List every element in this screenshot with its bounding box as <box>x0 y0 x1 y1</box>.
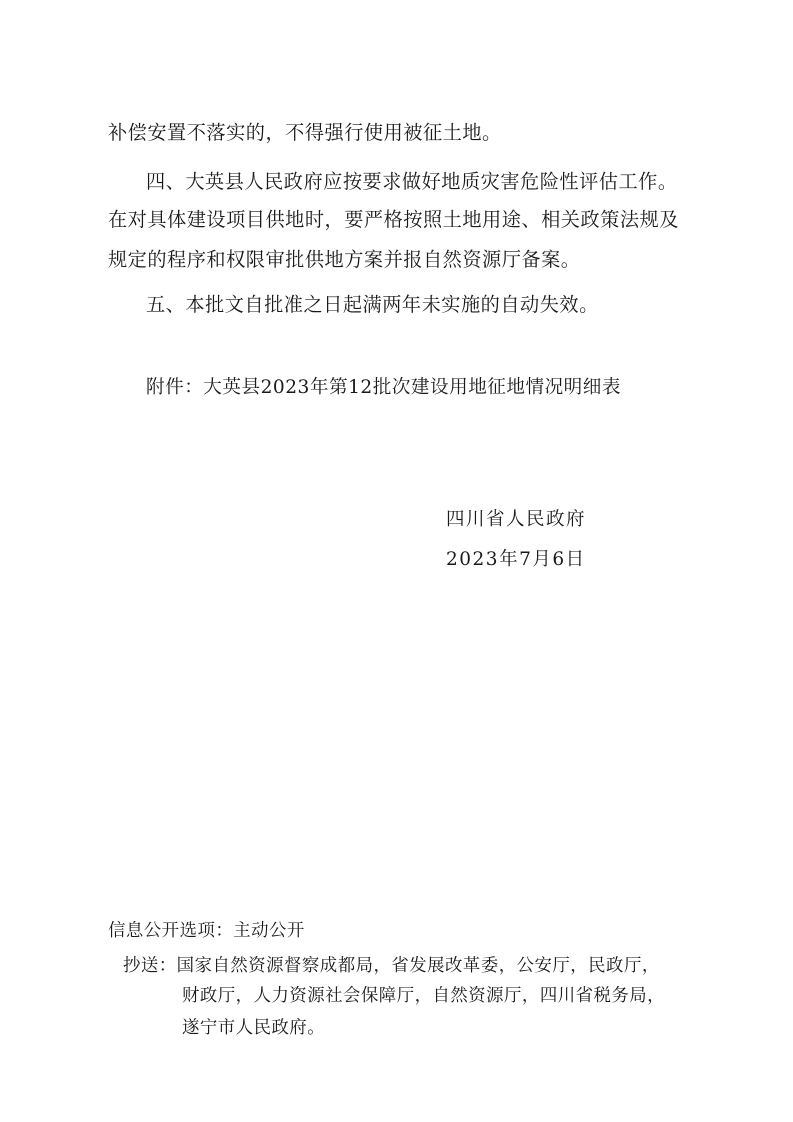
body-line-1: 补偿安置不落实的，不得强行使用被征土地。 <box>108 121 502 144</box>
attachment-note: 附件：大英县2023年第12批次建设用地征地情况明细表 <box>146 377 621 398</box>
cc-line-3: 遂宁市人民政府。 <box>182 1018 326 1038</box>
body-line-2: 四、大英县人民政府应按要求做好地质灾害危险性评估工作。 <box>146 170 678 193</box>
body-line-4: 规定的程序和权限审批供地方案并报自然资源厅备案。 <box>108 248 581 271</box>
cc-line-2: 财政厅，人力资源社会保障厅，自然资源厅，四川省税务局， <box>182 986 666 1006</box>
issue-date: 2023年7月6日 <box>446 549 586 570</box>
body-line-3: 在对具体建设项目供地时，要严格按照土地用途、相关政策法规及 <box>108 208 679 231</box>
body-line-5: 五、本批文自批准之日起满两年未实施的自动失效。 <box>146 293 599 316</box>
issuer-name: 四川省人民政府 <box>446 509 587 530</box>
cc-line-1: 抄送：国家自然资源督察成都局，省发展改革委，公安厅，民政厅， <box>123 956 660 976</box>
disclosure-option: 信息公开选项：主动公开 <box>108 921 305 941</box>
